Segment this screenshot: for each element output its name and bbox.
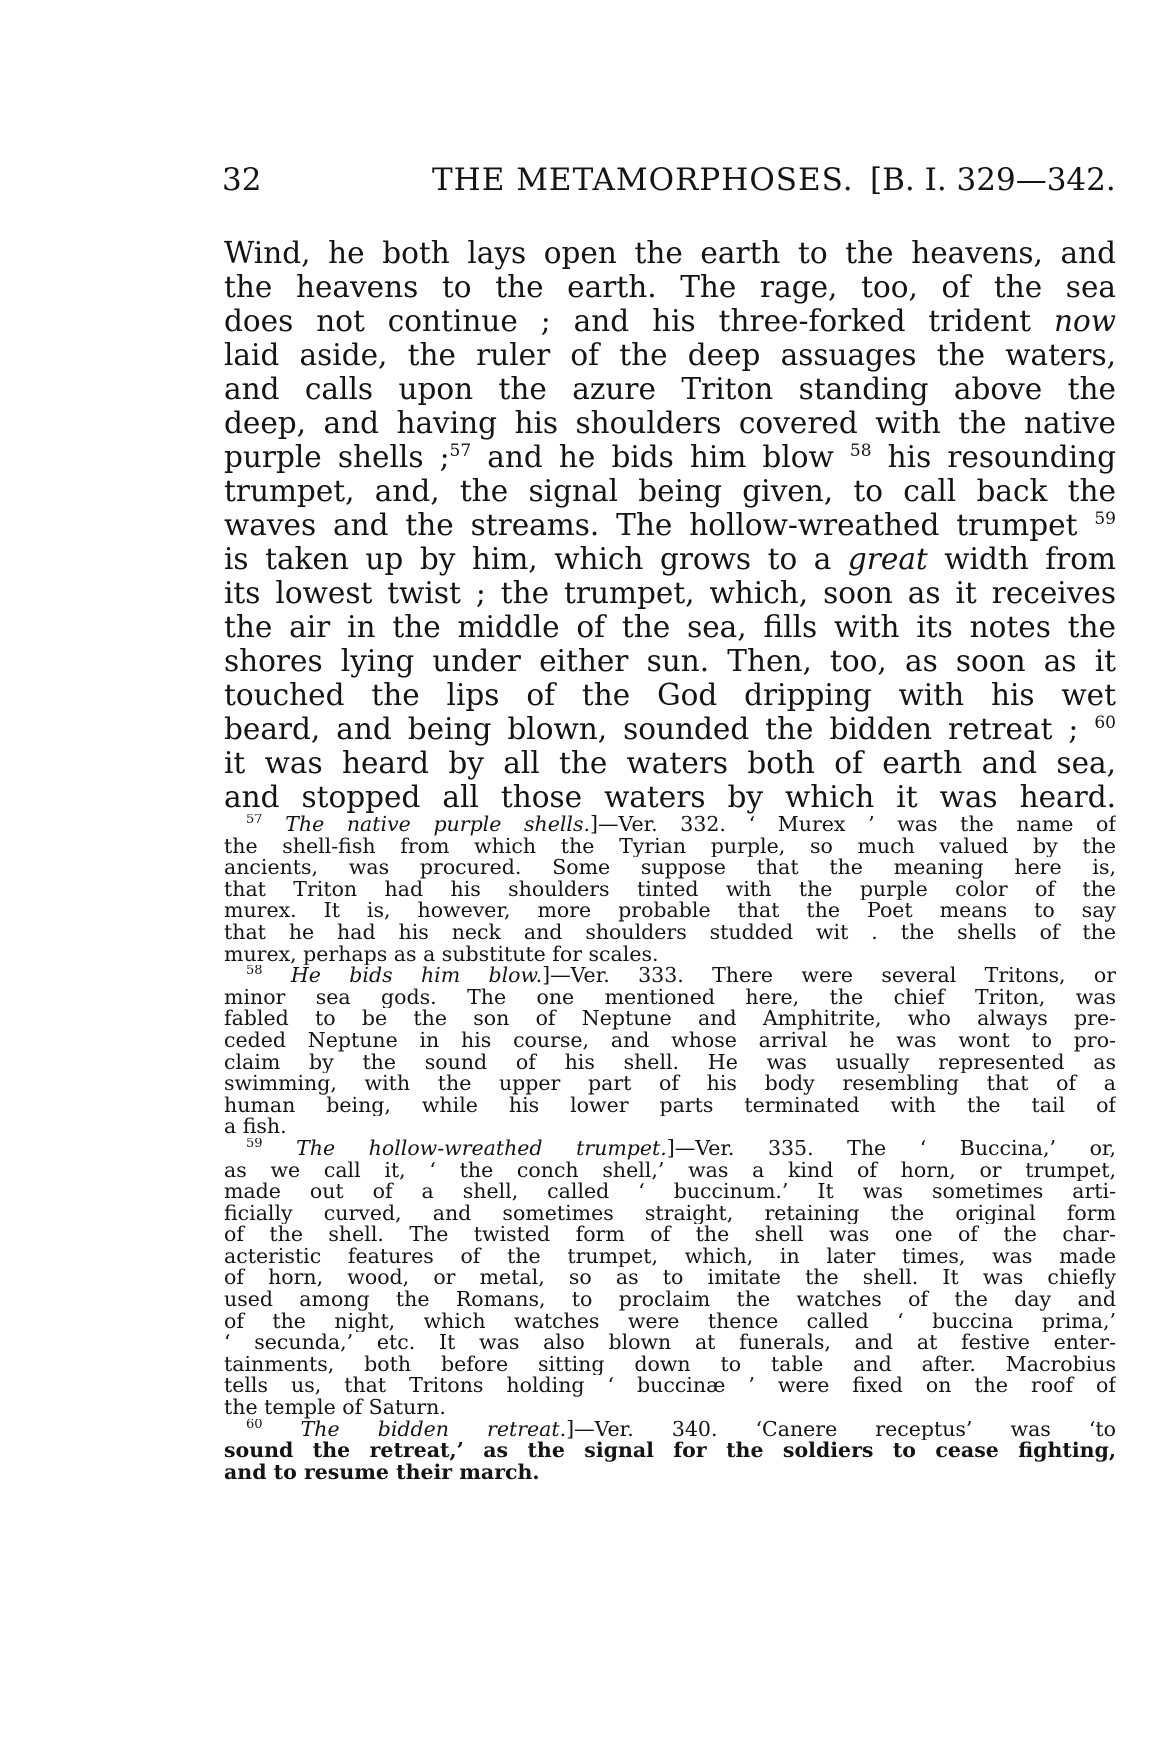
text-line [224,712,1116,746]
footnote-59-line: the temple of Saturn. [224,1397,446,1419]
main-text [224,236,1116,814]
footnote-59-line: tells us, that Tritons holding ‘ buccinæ ’ were fixed on the roof of [224,1375,1116,1398]
footnote-60-line: sound the retreat,’ as the signal for the soldiers to cease fighting, [224,1440,1116,1462]
italic-word: great [847,542,928,576]
footnote-59-line: of the night, which watches were thence called ‘ buccina prima,’ [224,1310,1116,1333]
text-line: the heavens to the earth. The rage, too, of the sea [224,270,1116,304]
footnote-title: The native purple shells. [285,814,591,836]
footnote-59-line: tainments, both before sitting down to table and after. Macrobius [224,1353,1116,1376]
footnote-58-line: claim by the sound of his shell. He was usually represented as [224,1051,1116,1074]
footnote-59-line: ‘ secunda,’ etc. It was also blown at funerals, and at festive enter- [224,1332,1116,1354]
footnotes [224,814,1116,1483]
footnote-60-line: and to resume their march. [224,1461,540,1484]
footnote-57-line: murex, perhaps as a substitute for scales. [224,943,659,966]
footnote-59-line: of the shell. The twisted form of the shell was one of the char- [224,1224,1116,1246]
footnote-59-line [224,1138,1116,1160]
text-line [224,508,1116,542]
footnote-ref-58: 58 [849,441,872,462]
footnote-57-line: the shell-fish from which the Tyrian purple, so much valued by the [224,835,1116,858]
text-segment: is taken up by him, which grows to a [224,542,848,576]
footnote-59-line: of horn, wood, or metal, so as to imitate the shell. It was chiefly [224,1267,1116,1290]
text-segment: waves and the streams. The hollow-wreathed trumpet [224,508,1078,542]
footnote-57-line [224,814,1116,836]
text-line: shores lying under either sun. Then, too, as soon as it [224,644,1116,678]
footnote-58-line: swimming, with the upper part of his body resembling that of a [224,1073,1116,1095]
text-line: touched the lips of the God dripping with his wet [224,678,1116,712]
footnote-58-line: minor sea gods. The one mentioned here, the chief Triton, was [224,986,1116,1009]
footnote-59-line: made out of a shell, called ‘ buccinum.’ It was sometimes arti- [224,1181,1116,1203]
text-line [224,304,1116,338]
footnote-ref-57: 57 [449,441,472,462]
footnote-title: The hollow-wreathed trumpet. [296,1137,667,1160]
italic-word: now [1053,304,1116,338]
footnote-number: 58 [246,965,263,979]
text-segment: does not continue ; and his three-forked trident [224,304,1054,338]
text-line: its lowest twist ; the trumpet, which, soon as it receives [224,576,1116,610]
footnote-number: 60 [246,1418,263,1432]
footnote-57-line: that he had his neck and shoulders studded wit . the shells of the [224,921,1116,944]
footnote-title: He bids him blow. [290,965,543,987]
footnote-ref-60: 60 [1094,713,1116,734]
text-segment: and he bids him blow [471,440,834,474]
footnote-58-line: a fish. [224,1116,287,1138]
page-header [222,160,1122,200]
text-line: trumpet, and, the signal being given, to call back the [224,474,1116,508]
footnote-59-line: as we call it, ‘ the conch shell,’ was a kind of horn, or trumpet, [224,1159,1116,1182]
footnote-58-line: human being, while his lower parts terminated with the tail of [224,1094,1116,1117]
text-line: and calls upon the azure Triton standing above the [224,372,1116,406]
footnote-59-line: ficially curved, and sometimes straight, retaining the original form [224,1202,1116,1225]
text-segment: beard, and being blown, sounded the bidden retreat ; [224,712,1079,746]
text-line [224,440,1116,474]
text-segment: ]—Ver. 332. ‘ Murex ’ was the name of [590,814,1116,836]
running-title: THE METAMORPHOSES. [432,162,854,198]
footnote-number: 57 [246,814,263,828]
text-segment: his resounding [871,440,1116,474]
text-segment: width from [927,542,1116,576]
text-line: and stopped all those waters by which it was heard. [224,780,1116,814]
text-line: deep, and having his shoulders covered with the native [224,406,1116,440]
text-segment: ]—Ver. 333. There were several Tritons, or [542,965,1116,987]
footnote-57-line: ancients, was procured. Some suppose that the meaning here is, [224,857,1116,879]
footnote-ref-59: 59 [1094,509,1116,530]
text-line: Wind, he both lays open the earth to the heavens, and [224,236,1116,270]
text-segment: ]—Ver. 340. ‘Canere receptus’ was ‘to [566,1418,1116,1441]
footnote-58-line [224,965,1116,987]
footnote-57-line: that Triton had his shoulders tinted with the purple color of the [224,878,1116,901]
text-line: it was heard by all the waters both of earth and sea, [224,746,1116,780]
footnote-58-line: ceded Neptune in his course, and whose arrival he was wont to pro- [224,1029,1116,1052]
footnote-59-line: acteristic features of the trumpet, which, in later times, was made [224,1245,1116,1268]
footnote-58-line: fabled to be the son of Neptune and Amphitrite, who always pre- [224,1008,1116,1030]
text-segment: purple shells ; [224,440,450,474]
text-line [224,542,1116,576]
text-line: laid aside, the ruler of the deep assuages the waters, [224,338,1116,372]
book-line-reference: [B. I. 329—342. [870,162,1116,198]
footnote-60-line [224,1419,1116,1441]
footnote-title: The bidden retreat. [300,1418,567,1441]
footnote-57-line: murex. It is, however, more probable that the Poet means to say [224,900,1116,922]
text-line: the air in the middle of the sea, fills with its notes the [224,610,1116,644]
footnote-number: 59 [246,1137,263,1152]
footnote-59-line: used among the Romans, to proclaim the watches of the day and [224,1289,1116,1311]
text-segment: ]—Ver. 335. The ‘ Buccina,’ or, [666,1137,1116,1160]
page-number: 32 [222,162,262,198]
